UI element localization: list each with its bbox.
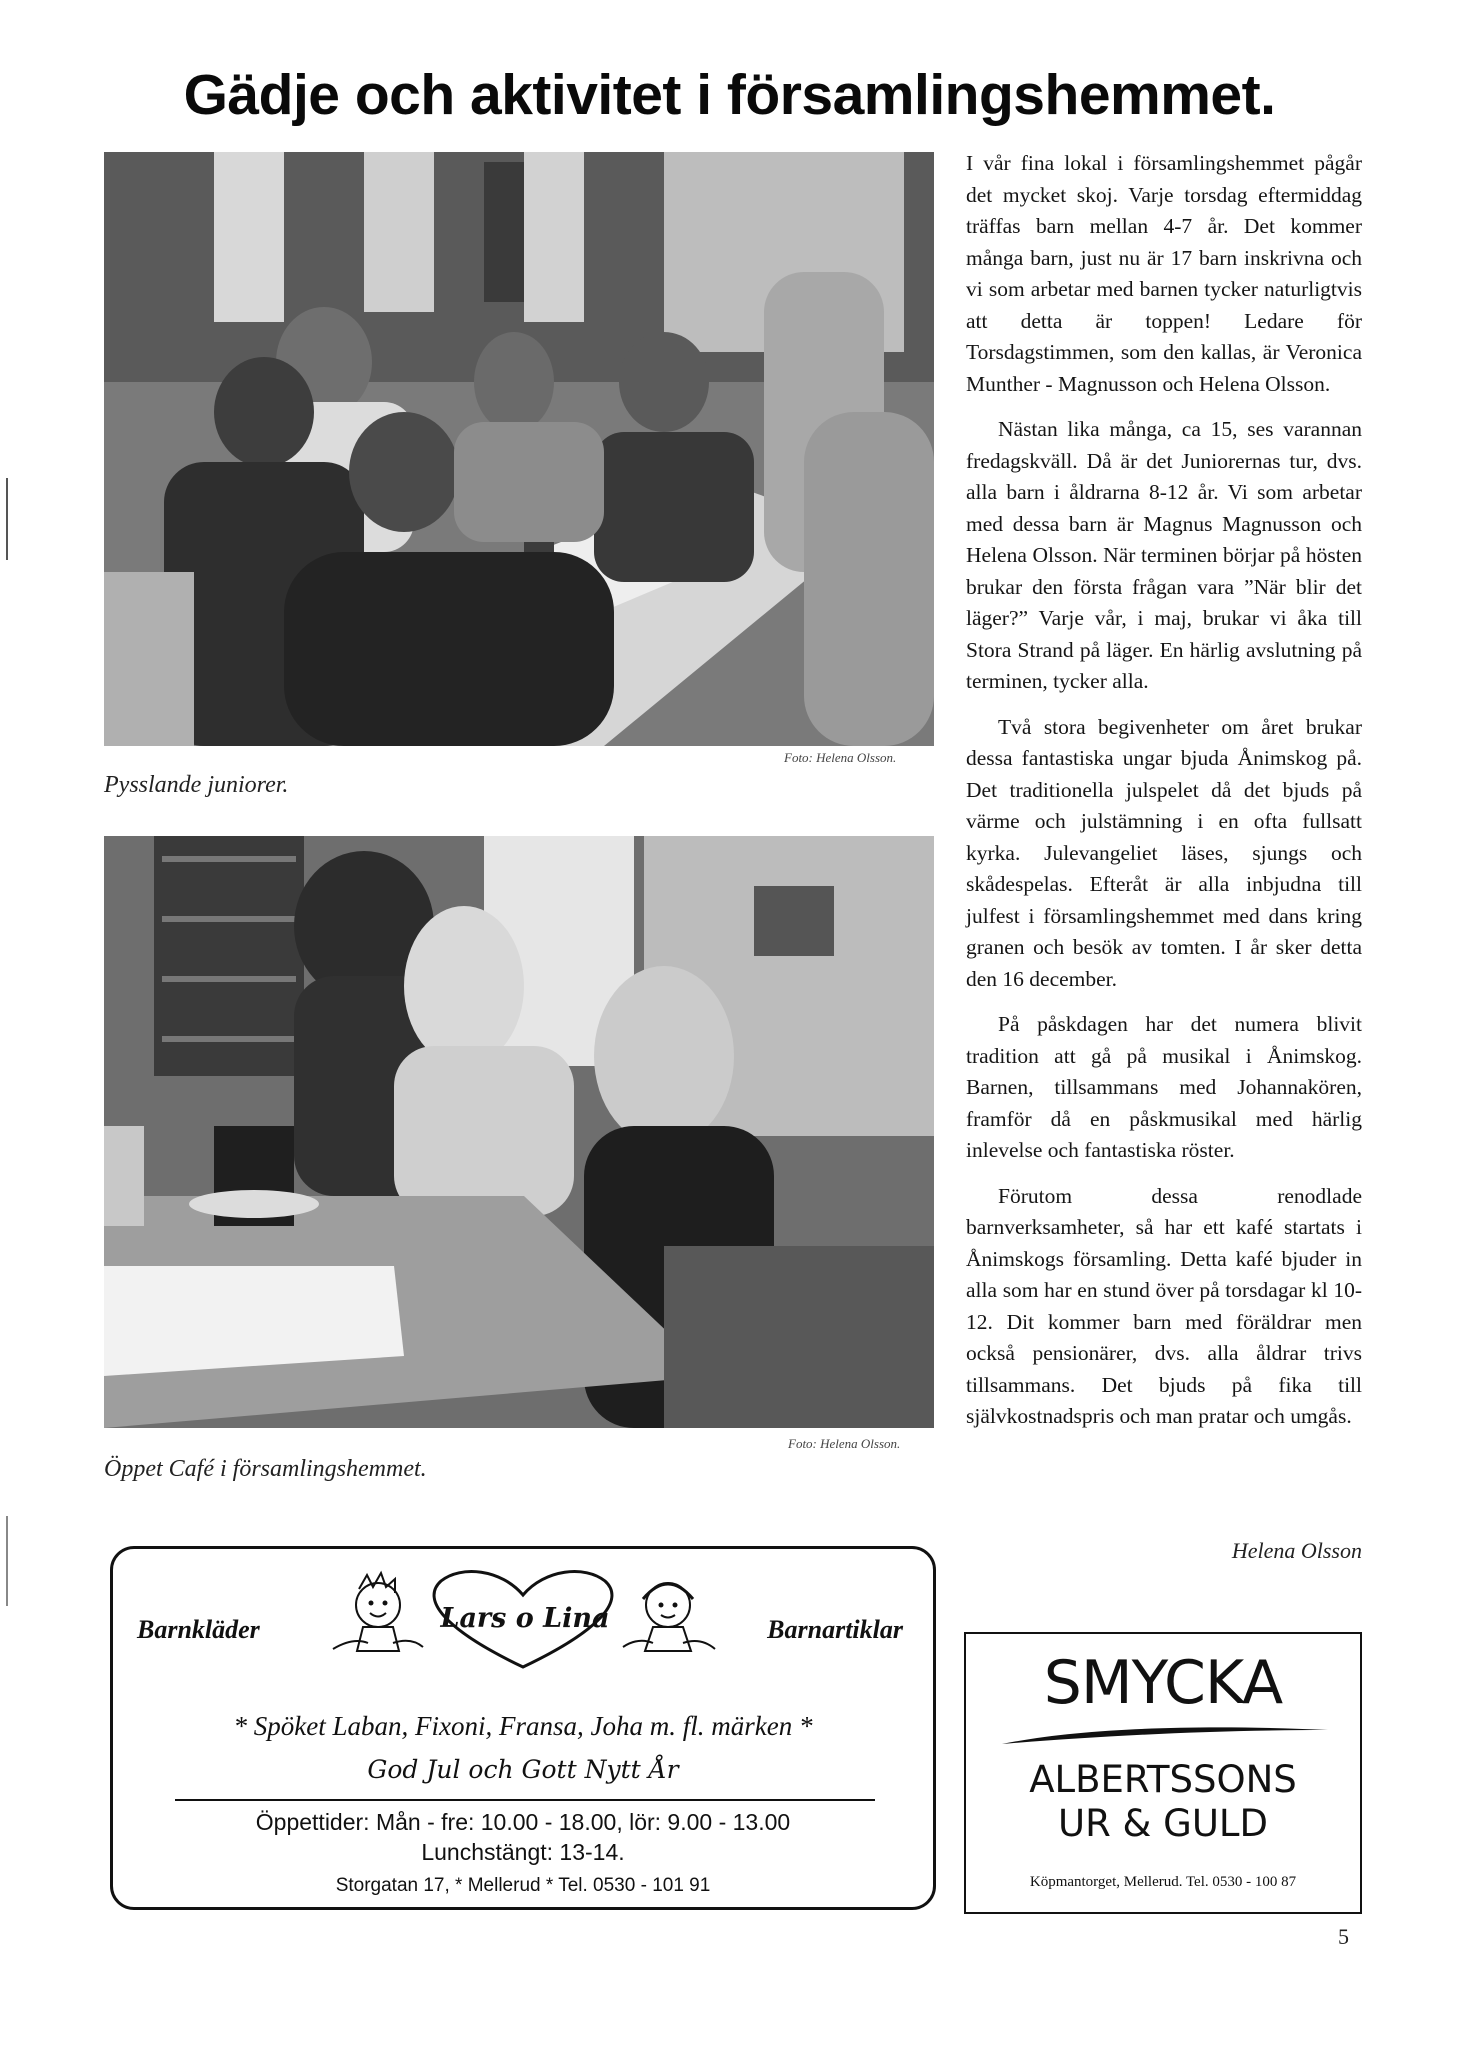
ad-opening-hours: Öppettider: Mån - fre: 10.00 - 18.00, lör: 9.00 - 13.00 xyxy=(255,1809,791,1835)
ad-address: Storgatan 17, * Mellerud * Tel. 0530 - 101 91 xyxy=(335,1875,711,1896)
swoosh-divider xyxy=(1000,1722,1330,1748)
divider xyxy=(175,1799,875,1801)
ad-smycka-brand: SMYCKA xyxy=(1043,1648,1283,1718)
scan-margin-mark xyxy=(6,478,8,560)
photo-credit: Foto: Helena Olsson. xyxy=(788,1436,901,1451)
article-paragraph: Två stora begivenheter om året brukar dessa fantastiska ungar bjuda Ånimskog på. Det traditionella julspelet då det bjuds på värme och julstämning i en ofta fullsatt kyrka. Julevangeliet läses, sjungs och skådespelas. Efteråt är alla inbjudna till julfest i församlingshemmet med dans kring granen och besök av tomten. I år sker detta den 16 december. xyxy=(966,714,1362,991)
ad-smycka xyxy=(964,1632,1362,1914)
article-paragraph: I vår fina lokal i församlingshemmet pågår det mycket skoj. Varje torsdag eftermiddag träffas barn mellan 4-7 år. Det kommer många barn, just nu är 17 barn inskrivna och vi som arbetar med barnen tycker naturligtvis att detta är toppen! Ledare för Torsdagstimmen, som den kallas, är Veronica Munther - Magnusson och Helena Olsson. xyxy=(966,151,1362,396)
ad-right-label: Barnartiklar xyxy=(767,1615,903,1644)
ad-left-label: Barnkläder xyxy=(137,1615,260,1644)
photo-open-cafe xyxy=(104,836,934,1428)
article-paragraph: På påskdagen har det numera blivit tradition att gå på musikal i Ånimskog. Barnen, tillsammans med Johannakören, framför då en påskmusikal med härlig inlevelse och fantastiska röster. xyxy=(966,1012,1362,1162)
photo-caption: Pysslande juniorer. xyxy=(104,772,289,798)
photo-credit: Foto: Helena Olsson. xyxy=(784,750,897,765)
scan-margin-mark xyxy=(6,1516,8,1606)
photo-juniors-crafting xyxy=(104,152,934,746)
lars-lina-logo-text: Lars o Lina xyxy=(440,1603,610,1634)
page-number: 5 xyxy=(1338,1924,1349,1949)
ad-greeting: God Jul och Gott Nytt År xyxy=(367,1755,679,1784)
ad-smycka-line1: ALBERTSSONS xyxy=(1029,1758,1297,1801)
page-title: Gädje och aktivitet i församlingshemmet. xyxy=(183,63,1276,127)
ad-smycka-address: Köpmantorget, Mellerud. Tel. 0530 - 100 87 xyxy=(1029,1874,1297,1890)
ad-smycka-line2: UR & GULD xyxy=(1057,1802,1269,1845)
ad-lunch-closed: Lunchstängt: 13-14. xyxy=(421,1839,625,1865)
ad-brands: * Spöket Laban, Fixoni, Fransa, Joha m. fl. märken * xyxy=(233,1711,813,1741)
ad-lars-lina xyxy=(110,1546,936,1910)
photo-caption: Öppet Café i församlingshemmet. xyxy=(104,1456,427,1482)
article-body xyxy=(966,148,1362,1447)
article-author: Helena Olsson xyxy=(1231,1538,1362,1563)
article-paragraph: Nästan lika många, ca 15, ses varannan fredagskväll. Då är det Juniorernas tur, dvs. alla barn i åldrarna 8-12 år. Vi som arbetar med dessa barn är Magnus Magnusson och Helena Olsson. När terminen börjar på hösten brukar den första frågan vara ”När blir det läger?” Varje vår, i maj, brukar vi åka till Stora Strand på läger. En härlig avslutning på terminen, tycker alla. xyxy=(966,417,1362,693)
article-paragraph: Förutom dessa renodlade barnverksamheter, så har ett kafé startats i Ånimskogs församling. Detta kafé bjuder in alla som har en stund över på torsdagar kl 10-12. Dit kommer barn med föräldrar men också pensionärer, dvs. alla åldrar trivs tillsammans. Det bjuds på fika till självkostnadspris och man pratar och umgås. xyxy=(966,1183,1362,1428)
